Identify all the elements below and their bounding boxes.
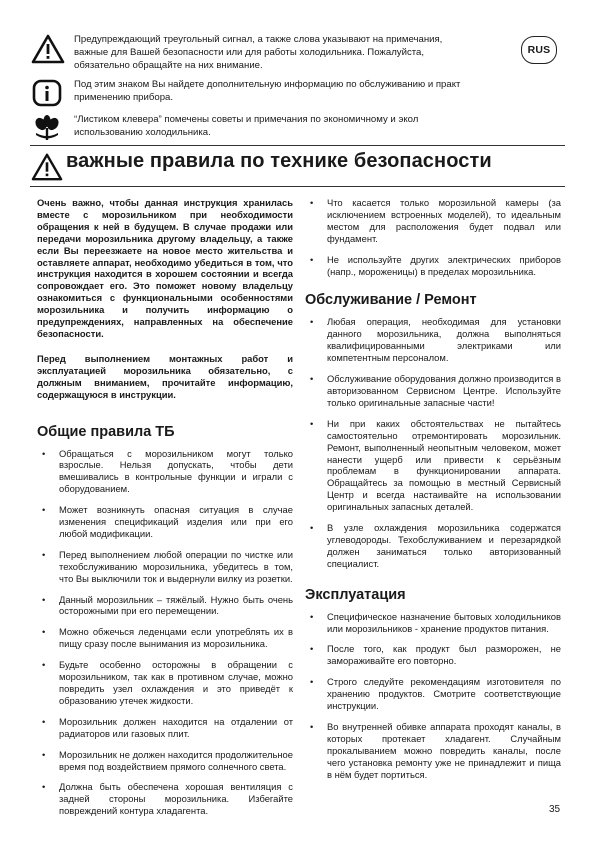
list-item: • Может возникнуть опасная ситуация в случае изменения спецификаций изделия или при его любой модификации. — [37, 504, 293, 540]
list-item: • После того, как продукт был разморожен, не замораживайте его повторно. — [305, 643, 561, 667]
list-item: • Должна быть обеспечена хорошая вентиляция с задней стороны морозильника. Избегайте повреждений контура хладагента. — [37, 781, 293, 817]
left-column — [37, 197, 293, 826]
section-heading-general: Общие правила ТБ — [37, 423, 175, 440]
storage-list — [305, 197, 561, 277]
title-divider — [30, 186, 565, 187]
list-item: • Что касается только морозильной камеры (за исключением встроенных моделей), то идеальным местом для расположения будет подвал или фундамент. — [305, 197, 561, 245]
list-item: • Обращаться с морозильником могут только взрослые. Нельзя допускать, чтобы дети вмешивались в контрольные функции и играли с оборудованием. — [37, 448, 293, 496]
section-heading-usage: Эксплуатация — [305, 586, 406, 603]
legend-info-text: Под этим знаком Вы найдете дополнительную информацию по обслуживанию и практ применению прибора. — [74, 79, 461, 103]
warning-triangle-icon — [30, 152, 64, 182]
list-item: • Морозильник должен находится на отдалении от радиаторов или газовых плит. — [37, 716, 293, 740]
list-item: • Любая операция, необходимая для установки данного морозильника, должна выполняться квалифицированными электриками или компетентным персоналом. — [305, 316, 561, 364]
list-item: • Специфическое назначение бытовых холодильников или морозильников - хранение продуктов питания. — [305, 611, 561, 635]
list-item: • Ни при каких обстоятельствах не пытайтесь самостоятельно отремонтировать морозильник. Ремонт, выполненный неопытным человеком, может нанести ущерб или привести к серьёзным проблемам в функционировании аппарата. Обращайтесь за помощью в местный Сервисный Центр и всегда настаивайте на использовании оригинальных запасных деталей. — [305, 418, 561, 513]
list-item: • В узле охлаждения морозильника содержатся углеводороды. Техобслуживанием и перезарядкой должен заниматься только авторизованный специалист. — [305, 522, 561, 570]
list-item: • Во внутренней обивке аппарата проходят каналы, в которых протекает хладагент. Случайным прокалыванием можно повредить каналы, после чего установка ремонту уже не принадлежит и пища в нём будет портиться. — [305, 721, 561, 781]
page-title: важные правила по технике безопасности — [66, 150, 492, 172]
list-item: • Морозильник не должен находится продолжительное время под воздействием прямого солнечного света. — [37, 749, 293, 773]
service-list — [305, 316, 561, 569]
language-badge: RUS — [521, 36, 557, 64]
right-column — [305, 197, 561, 790]
usage-list — [305, 611, 561, 781]
top-divider — [30, 145, 565, 146]
list-item: • Перед выполнением любой операции по чистке или техобслуживанию морозильника, убедитесь в том, что Вы выключили ток и выдернули вилку из розетки. — [37, 549, 293, 585]
section-heading-service: Обслуживание / Ремонт — [305, 292, 477, 309]
page-number: 35 — [549, 804, 561, 815]
general-rules-list — [37, 448, 293, 818]
warning-triangle-icon — [30, 33, 66, 65]
clover-icon — [30, 113, 66, 145]
list-item: • Можно обжечься леденцами если употреблять их в пищу сразу после вынимания из морозильника. — [37, 626, 293, 650]
list-item: • Обслуживание оборудования должно производится в авторизованном Сервисном Центре. Используйте только оригинальные запасные части! — [305, 373, 561, 409]
info-icon — [30, 78, 66, 110]
list-item: • Строго следуйте рекомендациям изготовителя по хранению продуктов. Смотрите соответствующие инструкции. — [305, 676, 561, 712]
legend-clover-text: “Листиком клевера” помечены советы и примечания по экономичному и экол использованию холодильника. — [74, 114, 419, 138]
legend-warning-text: Предупреждающий треугольный сигнал, а также слова указывают на примечания, важные для Вашей безопасности или для работы холодильника. Пожалуйста, обязательно обращайте на них внимание. — [74, 34, 443, 71]
list-item: • Данный морозильник – тяжёлый. Нужно быть очень осторожными при его перемещении. — [37, 594, 293, 618]
list-item: • Будьте особенно осторожны в обращении с морозильником, так как в противном случае, можно повредить узел охлаждения и это приведёт к образованию утечек жидкости. — [37, 659, 293, 707]
intro-paragraph-2: Перед выполнением монтажных работ и эксплуатацией морозильника обязательно, с должным вниманием, прочитайте информацию, содержащуюся в инструкции. — [37, 352, 293, 400]
list-item: • Не используйте других электрических приборов (напр., мороженицы) в пределах морозильника. — [305, 254, 561, 278]
intro-paragraph: Очень важно, чтобы данная инструкция хранилась вместе с морозильником при необходимости обращения к ней в будущем. В случае продажи или передачи морозильника другому владельцу, а также если Вы переезжаете на новое место жительства и оставляете аппарат, необходимо убедиться в том, что инструкция находится в хорошем состоянии и всегда сопровождает его. Это поможет новому владельцу ознакомиться с функциональными особенностями морозильника и получить информацию о предупреждениях, направленных на обеспечение безопасности. — [37, 197, 293, 339]
